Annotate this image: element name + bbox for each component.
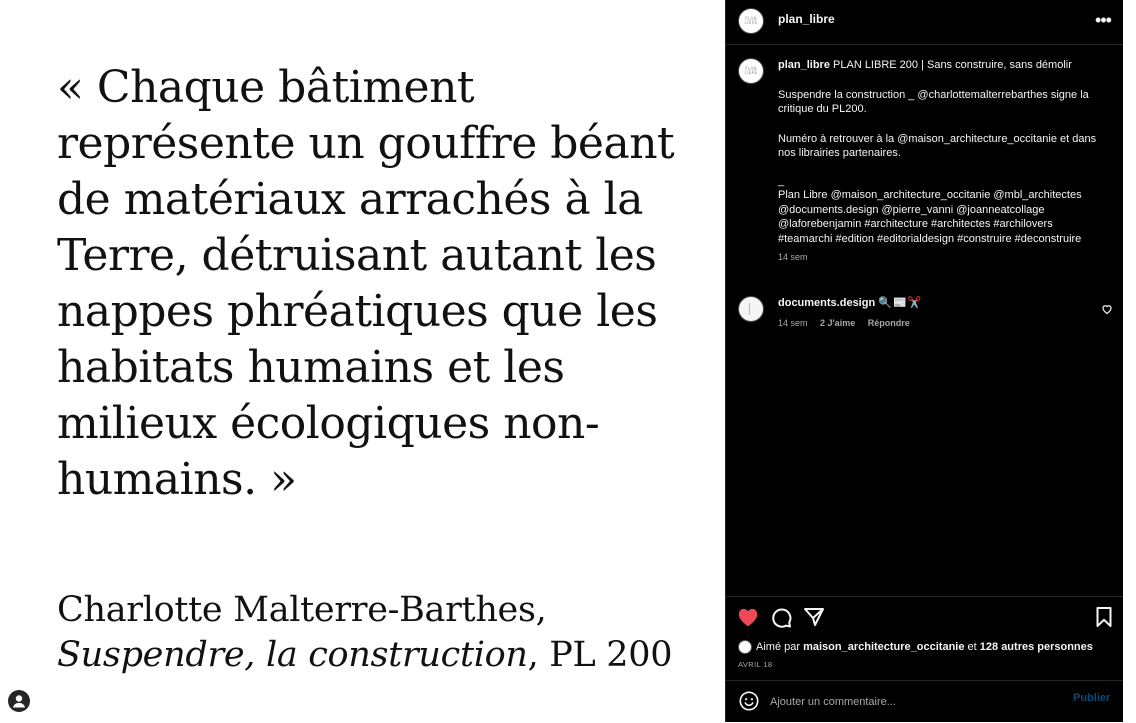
caption-username[interactable]: plan_libre bbox=[778, 59, 830, 71]
comment-body bbox=[778, 296, 1078, 330]
reply-button[interactable]: Répondre bbox=[867, 318, 910, 328]
heart-icon[interactable] bbox=[736, 605, 760, 629]
documents-logo-icon bbox=[739, 297, 763, 321]
caption-line-2: Numéro à retrouver à la @maison_architecture_occitanie et dans nos librairies partenaires. bbox=[778, 132, 1097, 159]
post-side-panel bbox=[725, 0, 1124, 722]
caption-credits: Plan Libre @maison_architecture_occitanie @mbl_architectes @documents.design @pierre_vanni @joanneatcollage @laforebenjamin #architecture #architectes #archilovers #teamarchi #edition #editorialdesign #construire #deconstruire bbox=[778, 189, 1082, 245]
attribution-author: Charlotte Malterre-Barthes, bbox=[57, 590, 547, 630]
attribution-book-suffix: , PL 200 bbox=[527, 635, 673, 675]
more-options-icon[interactable]: ••• bbox=[1095, 10, 1111, 30]
liker-username[interactable]: maison_architecture_occitanie bbox=[803, 640, 965, 653]
scrollbar[interactable] bbox=[1123, 0, 1136, 722]
caption-avatar[interactable] bbox=[738, 58, 764, 84]
likes-others[interactable]: 128 autres personnes bbox=[979, 640, 1093, 653]
attribution-book-title: Suspendre, la construction bbox=[57, 635, 528, 675]
post-date[interactable]: AVRIL 18 bbox=[738, 660, 773, 669]
add-comment-row bbox=[726, 680, 1124, 723]
avatar[interactable] bbox=[738, 8, 764, 34]
attribution-source bbox=[57, 633, 697, 678]
comment-emojis: 🔍📰✂️ bbox=[878, 297, 923, 309]
caption-text bbox=[778, 58, 1108, 265]
caption-separator: _ bbox=[778, 174, 785, 187]
plan-libre-logo: PLAN LIBRE bbox=[744, 66, 758, 75]
comment-input[interactable] bbox=[770, 692, 1050, 712]
caption-title: PLAN LIBRE 200 | Sans construire, sans démolir bbox=[829, 59, 1072, 71]
likes-prefix: Aimé par bbox=[756, 640, 804, 653]
plan-libre-logo: PLAN LIBRE bbox=[744, 16, 758, 25]
tagged-people-icon[interactable] bbox=[8, 690, 30, 712]
share-icon[interactable] bbox=[802, 605, 826, 629]
emoji-icon[interactable] bbox=[738, 690, 760, 712]
post-header bbox=[726, 0, 1124, 45]
header-username[interactable]: plan_libre bbox=[778, 12, 835, 26]
post-actions bbox=[726, 596, 1124, 639]
comment-likes[interactable]: 2 J'aime bbox=[820, 318, 856, 328]
likes-summary bbox=[738, 640, 1118, 658]
caption-time[interactable]: 14 sem bbox=[778, 252, 808, 262]
post-attribution bbox=[57, 588, 697, 678]
comment-time[interactable]: 14 sem bbox=[778, 318, 808, 328]
post-quote: « Chaque bâtiment représente un gouffre béant de matériaux arrachés à la Terre, détruisant autant les nappes phréatiques que les habitats humains et les milieux écologiques non-humains. » bbox=[57, 62, 675, 505]
comment-avatar[interactable] bbox=[738, 296, 764, 322]
publish-button[interactable]: Publier bbox=[1073, 692, 1111, 704]
caption-line-1: Suspendre la construction _ @charlottemalterrebarthes signe la critique du PL200. bbox=[778, 88, 1089, 115]
comment-username[interactable]: documents.design bbox=[778, 297, 876, 309]
liker-avatar[interactable] bbox=[738, 640, 752, 654]
comment-meta bbox=[778, 316, 1078, 330]
likes-middle: et bbox=[964, 640, 980, 653]
bookmark-icon[interactable] bbox=[1092, 605, 1116, 629]
comment-icon[interactable] bbox=[769, 605, 793, 629]
comment-heart-icon[interactable] bbox=[1101, 302, 1115, 316]
